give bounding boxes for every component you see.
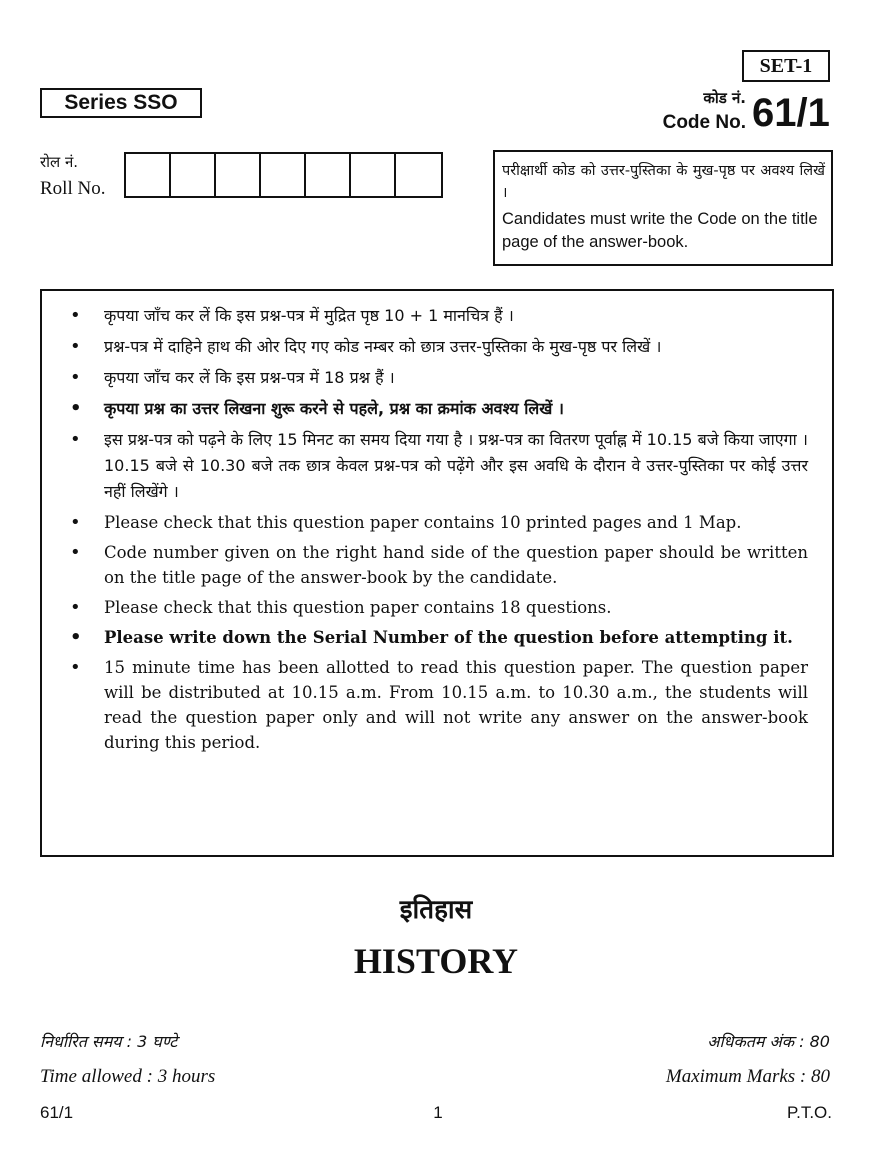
note-hindi: परीक्षार्थी कोड को उत्तर-पुस्तिका के मुख-पृष्ठ पर अवश्य लिखें । — [502, 163, 825, 201]
instruction-item: • इस प्रश्न-पत्र को पढ़ने के लिए 15 मिनट का समय दिया गया है । प्रश्न-पत्र का वितरण पूर्वाह्न में 10.15 बजे किया जाएगा । 10.15 बजे से 10.30 बजे तक छात्र केवल प्रश्न-पत्र को पढ़ेंगे और इस अवधि के दौरान वे उत्तर-पुस्तिका पर कोई उत्तर नहीं लिखेंगे । — [64, 427, 808, 505]
subject-title-hindi: इतिहास — [399, 895, 473, 925]
instruction-item: • 15 minute time has been allotted to read this question paper. The question paper will be distributed at 10.15 a.m. From 10.15 a.m. to 10.30 a.m., the students will read the question paper only and will not write any answer on the answer-book during this period. — [64, 655, 808, 755]
roll-label-english: Roll No. — [40, 178, 106, 199]
roll-digit-box[interactable] — [171, 154, 216, 196]
time-allowed-hindi: निर्धारित समय : 3 घण्टे — [40, 1032, 178, 1051]
instructions-box — [40, 289, 834, 857]
instruction-item: • कृपया जाँच कर लें कि इस प्रश्न-पत्र में 18 प्रश्न हैं । — [64, 365, 808, 391]
code-number: 61/1 — [752, 91, 830, 135]
instructions-list — [64, 303, 808, 755]
instruction-item: • Please write down the Serial Number of the question before attempting it. — [64, 625, 808, 650]
instruction-item: • कृपया प्रश्न का उत्तर लिखना शुरू करने से पहले, प्रश्न का क्रमांक अवश्य लिखें । — [64, 396, 808, 422]
note-english: Candidates must write the Code on the title page of the answer-book. — [502, 210, 818, 251]
instruction-item: • Please check that this question paper contains 18 questions. — [64, 595, 808, 620]
footer-code: 61/1 — [40, 1103, 74, 1122]
time-allowed-english: Time allowed : 3 hours — [40, 1066, 216, 1087]
roll-digit-box[interactable] — [126, 154, 171, 196]
series-label: Series SSO — [40, 88, 202, 118]
instruction-item: • Code number given on the right hand side of the question paper should be written on the title page of the answer-book by the candidate. — [64, 540, 808, 590]
roll-number-boxes[interactable] — [124, 152, 443, 198]
please-turn-over: P.T.O. — [786, 1103, 832, 1122]
roll-digit-box[interactable] — [216, 154, 261, 196]
subject-title-english: HISTORY — [353, 941, 519, 981]
roll-digit-box[interactable] — [261, 154, 306, 196]
instruction-item: • Please check that this question paper contains 10 printed pages and 1 Map. — [64, 510, 808, 535]
instruction-item: • कृपया जाँच कर लें कि इस प्रश्न-पत्र में मुद्रित पृष्ठ 10 + 1 मानचित्र हैं । — [64, 303, 808, 329]
instruction-item: • प्रश्न-पत्र में दाहिने हाथ की ओर दिए गए कोड नम्बर को छात्र उत्तर-पुस्तिका के मुख-पृष्ठ पर लिखें । — [64, 334, 808, 360]
max-marks-hindi: अधिकतम अंक : 80 — [707, 1032, 830, 1051]
code-instruction-note — [493, 150, 833, 266]
roll-digit-box[interactable] — [351, 154, 396, 196]
roll-label-hindi: रोल नं. — [40, 153, 79, 171]
roll-digit-box[interactable] — [396, 154, 441, 196]
roll-digit-box[interactable] — [306, 154, 351, 196]
code-label-hindi: कोड नं. — [703, 89, 746, 107]
page-number: 1 — [433, 1103, 443, 1122]
set-label: SET-1 — [742, 50, 830, 82]
max-marks-english: Maximum Marks : 80 — [665, 1066, 830, 1087]
code-label-english: Code No. — [662, 112, 746, 133]
